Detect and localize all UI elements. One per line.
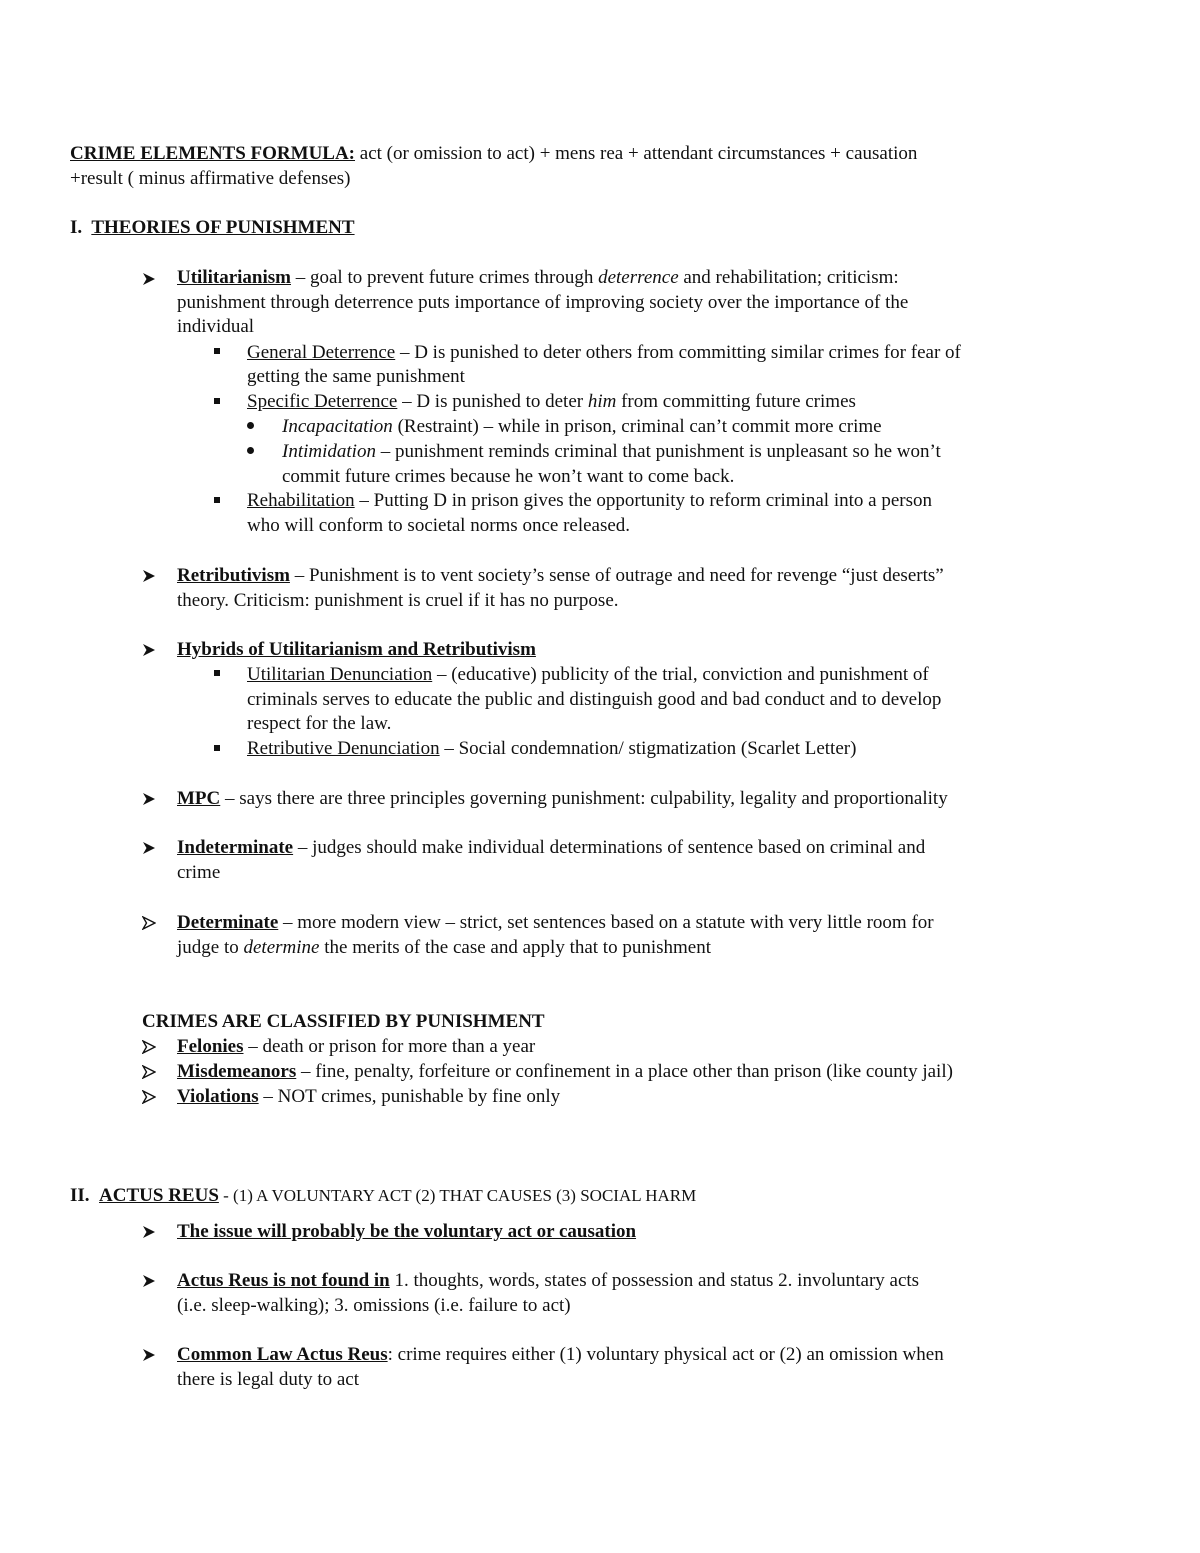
indeterminate-line-1	[177, 836, 925, 861]
arrow-bullet-icon	[142, 1348, 156, 1362]
common-law-term: Common Law Actus Reus	[177, 1344, 388, 1365]
retributive-denunciation-line	[247, 737, 856, 762]
felonies-term: Felonies	[177, 1036, 244, 1057]
square-bullet-icon	[214, 398, 220, 404]
incapacitation-term: Incapacitation	[282, 416, 393, 437]
indeterminate-text: – judges should make individual determinations of sentence based on criminal and	[293, 837, 926, 858]
utilitarianism-term: Utilitarianism	[177, 267, 291, 288]
formula-text: act (or omission to act) + mens rea + attendant circumstances + causation	[359, 143, 918, 164]
indeterminate-line-2: crime	[177, 862, 221, 883]
rehabilitation-line-2: who will conform to societal norms once released.	[247, 515, 631, 536]
utilitarianism-line-2: punishment through deterrence puts importance of improving society over the importance of the	[177, 292, 909, 313]
determinate-line2-a: judge to	[177, 937, 244, 958]
incapacitation-line	[282, 415, 882, 440]
square-bullet-icon	[214, 497, 220, 503]
utilitarianism-text-a: – goal to prevent future crimes through	[291, 267, 599, 288]
arrow-outline-bullet-icon	[142, 916, 156, 930]
utilitarianism-line-1	[177, 266, 899, 291]
determinate-line2-b: the merits of the case and apply that to punishment	[319, 937, 711, 958]
arrow-outline-bullet-icon	[142, 1065, 156, 1079]
mpc-text: – says there are three principles governing punishment: culpability, legality and proportionality	[220, 788, 948, 809]
violations-text: – NOT crimes, punishable by fine only	[258, 1086, 561, 1107]
intimidation-term: Intimidation	[282, 441, 376, 462]
violations-term: Violations	[177, 1086, 259, 1107]
issue-line: The issue will probably be the voluntary act or causation	[177, 1221, 637, 1242]
deterrence-italic: deterrence	[598, 267, 679, 288]
general-deterrence-text: – D is punished to deter others from committing similar crimes for fear of	[395, 342, 961, 363]
section-1-heading	[70, 216, 355, 241]
retributivism-text: – Punishment is to vent society’s sense of outrage and need for revenge “just deserts”	[289, 565, 944, 586]
utilitarianism-line-3: individual	[177, 316, 255, 337]
utilitarian-denunciation-line-2: criminals serves to educate the public and distinguish good and bad conduct and to develop	[247, 689, 942, 710]
section-2-heading	[70, 1184, 696, 1209]
formula-line-1	[70, 142, 917, 167]
formula-label: CRIME ELEMENTS FORMULA:	[70, 143, 356, 164]
section-2-title: ACTUS REUS	[99, 1185, 219, 1206]
section-1-title: THEORIES OF PUNISHMENT	[91, 217, 355, 238]
specific-deterrence-text-b: from committing future crimes	[616, 391, 856, 412]
arrow-bullet-icon	[142, 643, 156, 657]
mpc-term: MPC	[177, 788, 221, 809]
general-deterrence-line-2: getting the same punishment	[247, 366, 465, 387]
mpc-line	[177, 787, 948, 812]
utilitarian-denunciation-line-3: respect for the law.	[247, 713, 392, 734]
common-law-text: : crime requires either (1) voluntary physical act or (2) an omission when	[387, 1344, 944, 1365]
square-bullet-icon	[214, 745, 220, 751]
arrow-bullet-icon	[142, 792, 156, 806]
hybrids-heading: Hybrids of Utilitarianism and Retributivism	[177, 639, 536, 660]
retributive-denunciation-text: – Social condemnation/ stigmatization (Scarlet Letter)	[439, 738, 857, 759]
specific-deterrence-line	[247, 390, 856, 415]
retributivism-term: Retributivism	[177, 565, 290, 586]
arrow-bullet-icon	[142, 569, 156, 583]
retributivism-line-2: theory. Criticism: punishment is cruel if it has no purpose.	[177, 590, 619, 611]
arrow-bullet-icon	[142, 841, 156, 855]
determine-italic: determine	[243, 937, 320, 958]
determinate-line-2	[177, 936, 711, 961]
rehabilitation-term: Rehabilitation	[247, 490, 355, 511]
determinate-line-1	[177, 911, 934, 936]
general-deterrence-line-1	[247, 341, 961, 366]
general-deterrence-term: General Deterrence	[247, 342, 396, 363]
incapacitation-text: (Restraint) – while in prison, criminal can’t commit more crime	[392, 416, 882, 437]
common-law-line-1	[177, 1343, 944, 1368]
not-found-line-2: (i.e. sleep-walking); 3. omissions (i.e. failure to act)	[177, 1295, 571, 1316]
square-bullet-icon	[214, 670, 220, 676]
round-bullet-icon	[247, 447, 254, 454]
misdemeanors-line	[177, 1060, 953, 1085]
classified-heading: CRIMES ARE CLASSIFIED BY PUNISHMENT	[142, 1011, 545, 1032]
rehabilitation-line-1	[247, 489, 932, 514]
section-2-number: II.	[70, 1185, 90, 1206]
felonies-line	[177, 1035, 535, 1060]
misdemeanors-term: Misdemeanors	[177, 1061, 297, 1082]
arrow-bullet-icon	[142, 272, 156, 286]
rehabilitation-text: – Putting D in prison gives the opportunity to reform criminal into a person	[354, 490, 932, 511]
utilitarian-denunciation-line-1	[247, 663, 929, 688]
indeterminate-term: Indeterminate	[177, 837, 294, 858]
him-italic: him	[587, 391, 617, 412]
round-bullet-icon	[247, 422, 254, 429]
square-bullet-icon	[214, 348, 220, 354]
specific-deterrence-term: Specific Deterrence	[247, 391, 398, 412]
arrow-outline-bullet-icon	[142, 1040, 156, 1054]
determinate-term: Determinate	[177, 912, 279, 933]
arrow-bullet-icon	[142, 1225, 156, 1239]
intimidation-line-2: commit future crimes because he won’t want to come back.	[282, 466, 735, 487]
violations-line	[177, 1085, 560, 1110]
utilitarian-denunciation-term: Utilitarian Denunciation	[247, 664, 433, 685]
utilitarianism-text-b: and rehabilitation; criticism:	[678, 267, 899, 288]
section-2-subtitle: - (1) A VOLUNTARY ACT (2) THAT CAUSES (3) SOCIAL HARM	[218, 1186, 697, 1205]
retributivism-line-1	[177, 564, 944, 589]
felonies-text: – death or prison for more than a year	[243, 1036, 536, 1057]
formula-line-2: +result ( minus affirmative defenses)	[70, 168, 351, 189]
arrow-bullet-icon	[142, 1274, 156, 1288]
not-found-line-1	[177, 1269, 919, 1294]
arrow-outline-bullet-icon	[142, 1090, 156, 1104]
intimidation-text: – punishment reminds criminal that punishment is unpleasant so he won’t	[375, 441, 941, 462]
not-found-text: 1. thoughts, words, states of possession and status 2. involuntary acts	[389, 1270, 920, 1291]
determinate-text: – more modern view – strict, set sentences based on a statute with very little room for	[278, 912, 934, 933]
common-law-line-2: there is legal duty to act	[177, 1369, 360, 1390]
specific-deterrence-text-a: – D is punished to deter	[397, 391, 588, 412]
not-found-term: Actus Reus is not found in	[177, 1270, 390, 1291]
retributive-denunciation-term: Retributive Denunciation	[247, 738, 440, 759]
intimidation-line-1	[282, 440, 941, 465]
misdemeanors-text: – fine, penalty, forfeiture or confinement in a place other than prison (like county jail)	[296, 1061, 953, 1082]
section-1-number: I.	[70, 217, 83, 238]
utilitarian-denunciation-text: – (educative) publicity of the trial, conviction and punishment of	[432, 664, 929, 685]
